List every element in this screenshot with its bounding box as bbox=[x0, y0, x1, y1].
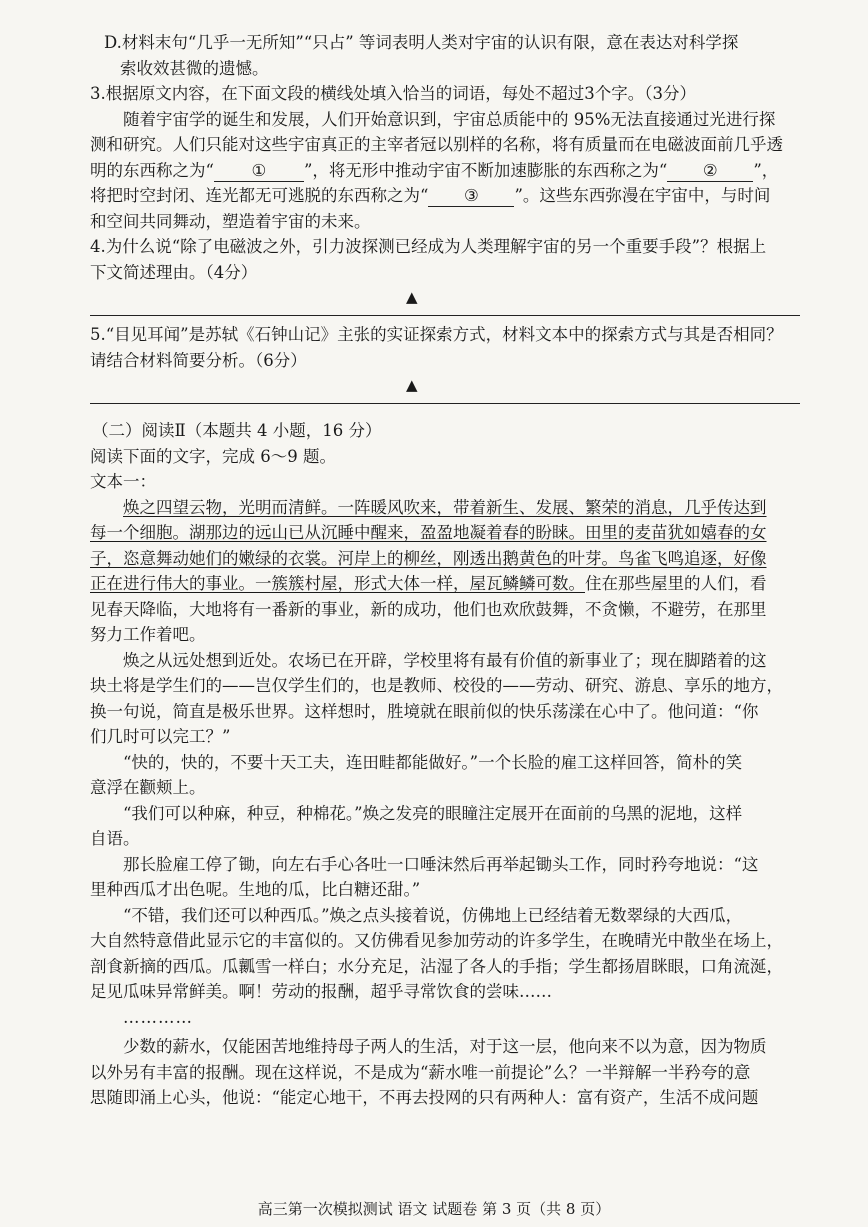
omission-marker: ………… bbox=[123, 1007, 193, 1027]
blank-2[interactable]: ② bbox=[667, 161, 753, 182]
q4-line2: 下文简述理由。（4分） bbox=[90, 262, 258, 282]
q3-text-segment: ”， bbox=[753, 160, 779, 180]
q3-text-segment: 明的东西称之为“ bbox=[90, 160, 214, 180]
passage-text: 住在那些屋里的人们，看 bbox=[585, 574, 767, 593]
q4-answer-area[interactable] bbox=[90, 285, 802, 313]
passage-line: 思随即涌上心头，他说：“能定心地干，不再去投网的只有两种人：富有资产，生活不成问题 bbox=[90, 1088, 759, 1107]
q3-text-segment: 将把时空封闭、连光都无可逃脱的东西称之为“ bbox=[90, 186, 429, 205]
passage-line: “不错，我们还可以种西瓜。”焕之点头接着说，仿佛地上已经结着无数翠绿的大西瓜， bbox=[123, 905, 743, 925]
divider bbox=[90, 315, 800, 316]
passage-line bbox=[90, 546, 802, 572]
passage-line: 焕之从远处想到近处。农场已在开辟，学校里将有最有价值的新事业了；现在脚踏着的这 bbox=[123, 650, 767, 670]
passage-line: 大自然特意借此显示它的丰富似的。又仿佛看见参加劳动的许多学生，在晚晴光中散坐在场上， bbox=[90, 931, 783, 950]
section-instruction: 阅读下面的文字，完成 6～9 题。 bbox=[90, 446, 336, 466]
divider bbox=[90, 403, 800, 404]
passage-line bbox=[90, 571, 802, 597]
q3-para-line1: 随着宇宙学的诞生和发展，人们开始意识到，宇宙总质能中的 95%无法直接通过光进行探 bbox=[123, 109, 776, 129]
underlined-text: 焕之四望云物，光明而清鲜。一阵暖风吹来，带着新生、发展、繁荣的消息，几乎传达到 bbox=[123, 497, 767, 517]
q4-line1: 4.为什么说“除了电磁波之外，引力波探测已经成为人类理解宇宙的另一个重要手段”？根据上 bbox=[90, 237, 767, 256]
passage-line: 足见瓜味异常鲜美。啊！劳动的报酬，超乎寻常饮食的尝味…… bbox=[90, 982, 552, 1001]
answer-triangle-icon: ▲ bbox=[406, 288, 418, 306]
passage-line: 那长脸雇工停了锄，向左右手心各吐一口唾沫然后再举起锄头工作，同时矜夸地说：“这 bbox=[123, 854, 759, 874]
passage-line: 换一句说，简直是极乐世界。这样想时，胜境就在眼前似的快乐荡漾在心中了。他问道：“你 bbox=[90, 701, 759, 721]
passage-line: 剖食新摘的西瓜。瓜瓤雪一样白；水分充足，沾湿了各人的手指；学生都扬眉眯眼，口角流涎， bbox=[90, 956, 783, 976]
q3-para-line2: 测和研究。人们只能对这些宇宙真正的主宰者冠以别样的名称，将有质量而在电磁波面前几乎透 bbox=[90, 135, 783, 154]
q5-answer-area[interactable] bbox=[90, 373, 802, 401]
q3-text-segment: ”，将无形中推动宇宙不断加速膨胀的东西称之为“ bbox=[303, 160, 668, 180]
passage-line: 自语。 bbox=[90, 829, 140, 848]
q5-line2: 请结合材料简要分析。（6分） bbox=[90, 350, 307, 370]
q3-para-line4 bbox=[90, 183, 802, 209]
passage-line: 少数的薪水，仅能困苦地维持母子两人的生活，对于这一层，他向来不以为意，因为物质 bbox=[123, 1037, 767, 1056]
q3-text-segment: ”。这些东西弥漫在宇宙中，与时间 bbox=[514, 186, 771, 205]
passage-line: “快的，快的，不要十天工夫，连田畦都能做好。”一个长脸的雇工这样回答，简朴的笑 bbox=[123, 752, 743, 772]
section-heading: （二）阅读Ⅱ（本题共 4 小题，16 分） bbox=[92, 421, 382, 440]
q5-line1: 5.“目见耳闻”是苏轼《石钟山记》主张的实证探索方式，材料文本中的探索方式与其是否相同？ bbox=[90, 325, 783, 344]
q3-stem: 3.根据原文内容，在下面文段的横线处填入恰当的词语，每处不超过3个字。（3分） bbox=[90, 84, 696, 103]
passage-line bbox=[90, 520, 802, 546]
q2-option-d-line2: 索收效甚微的遗憾。 bbox=[120, 58, 269, 78]
underlined-text: 正在进行伟大的事业。一簇簇村屋，形式大体一样，屋瓦鳞鳞可数。 bbox=[90, 574, 585, 593]
q3-para-line5: 和空间共同舞动，塑造着宇宙的未来。 bbox=[90, 211, 371, 231]
passage-line bbox=[90, 495, 802, 521]
blank-1[interactable]: ① bbox=[214, 161, 304, 182]
passage-line: 见春天降临，大地将有一番新的事业，新的成功，他们也欢欣鼓舞，不贪懒，不避劳，在那里 bbox=[90, 599, 767, 619]
answer-triangle-icon: ▲ bbox=[406, 376, 418, 394]
blank-3[interactable]: ③ bbox=[428, 186, 514, 207]
underlined-text: 子，恣意舞动她们的嫩绿的衣裳。河岸上的柳丝，刚透出鹅黄色的叶芽。鸟雀飞鸣追逐，好像 bbox=[90, 548, 767, 568]
passage-line: 意浮在颧颊上。 bbox=[90, 778, 206, 797]
q3-para-line3 bbox=[90, 158, 802, 184]
passage-line: 以外另有丰富的报酬。现在这样说，不是成为“薪水唯一前提论”么？一半辩解一半矜夸的意 bbox=[90, 1062, 751, 1082]
passage-line: “我们可以种麻，种豆，种棉花。”焕之发亮的眼瞳注定展开在面前的乌黑的泥地，这样 bbox=[123, 803, 743, 823]
page-footer: 高三第一次模拟测试 语文 试题卷 第 3 页（共 8 页） bbox=[257, 1200, 611, 1218]
text-label: 文本一： bbox=[90, 472, 156, 491]
underlined-text: 每一个细胞。湖那边的远山已从沉睡中醒来，盈盈地凝着春的盼睐。田里的麦苗犹如嬉春的女 bbox=[90, 523, 767, 542]
q2-option-d-line1: D.材料末句“几乎一无所知”“只占” 等词表明人类对宇宙的认识有限，意在表达对科学探 bbox=[104, 33, 739, 52]
passage-line: 努力工作着吧。 bbox=[90, 625, 206, 644]
passage-line: 块土将是学生们的——岂仅学生们的，也是教师、校役的——劳动、研究、游息、享乐的地方， bbox=[90, 676, 783, 695]
passage-line: 们几时可以完工？” bbox=[90, 727, 231, 746]
passage-line: 里种西瓜才出色呢。生地的瓜，比白糖还甜。” bbox=[90, 880, 421, 899]
